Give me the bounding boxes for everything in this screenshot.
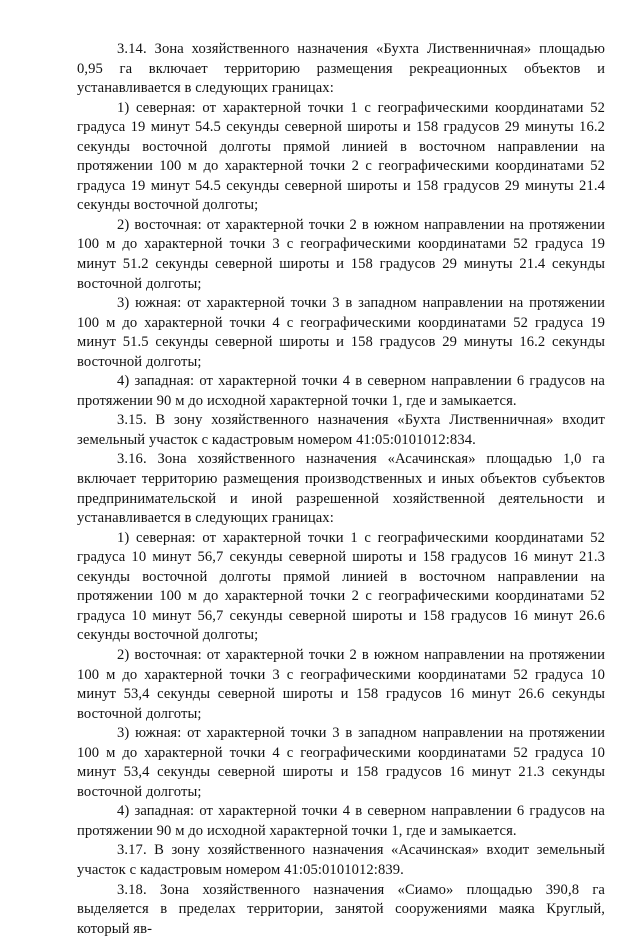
paragraph-3-14-north-boundary: 1) северная: от характерной точки 1 с географическими координатами 52 градуса 19 минут 54.5 секунды северной широты и 158 градусов 29 минуты 16.2 секунды восточной долготы прямой линией в восточном направлении на протяжении 100 м до характерной точки 2 с географическими координатами 52 градуса 19 минут 54.5 секунды северной широты и 158 градусов 29 минуты 21.4 секунды восточной долготы; (77, 99, 605, 214)
paragraph-3-16-south-boundary: 3) южная: от характерной точки 3 в западном направлении на протяжении 100 м до характерной точки 4 с географическими координатами 52 градуса 10 минут 53,4 секунды северной широты и 158 градусов 16 минут 21.3 секунды восточной долготы; (77, 725, 605, 800)
paragraph-3-14-west-boundary: 4) западная: от характерной точки 4 в северном направлении 6 градусов на протяжении 90 м до исходной характерной точки 1, где и замыкается. (77, 373, 605, 409)
paragraph-3-17: 3.17. В зону хозяйственного назначения «Асачинская» входит земельный участок с кадастровым номером 41:05:0101012:839. (77, 842, 605, 878)
paragraph-3-16-west-boundary: 4) западная: от характерной точки 4 в северном направлении 6 градусов на протяжении 90 м до исходной характерной точки 1, где и замыкается. (77, 803, 605, 839)
paragraph-3-14: 3.14. Зона хозяйственного назначения «Бухта Лиственничная» площадью 0,95 га включает территорию размещения рекреационных объектов и устанавливается в следующих границах: (77, 41, 605, 97)
document-body (77, 40, 605, 939)
paragraph-3-15: 3.15. В зону хозяйственного назначения «Бухта Лиственничная» входит земельный участок с кадастровым номером 41:05:0101012:834. (77, 412, 605, 448)
paragraph-3-16-north-boundary: 1) северная: от характерной точки 1 с географическими координатами 52 градуса 10 минут 56,7 секунды северной широты и 158 градусов 16 минут 21.3 секунды восточной долготы прямой линией в восточном направлении на протяжении 100 м до характерной точки 2 с географическими координатами 52 градуса 10 минут 56,7 секунды северной широты и 158 градусов 16 минут 26.6 секунды восточной долготы; (77, 529, 605, 644)
paragraph-3-14-east-boundary: 2) восточная: от характерной точки 2 в южном направлении на протяжении 100 м до характерной точки 3 с географическими координатами 52 градуса 19 минут 51.2 секунды северной широты и 158 градусов 29 минуты 21.4 секунды восточной долготы; (77, 216, 605, 292)
paragraph-3-14-south-boundary: 3) южная: от характерной точки 3 в западном направлении на протяжении 100 м до характерной точки 4 с географическими координатами 52 градуса 19 минут 51.5 секунды северной широты и 158 градусов 29 минуты 16.2 секунды восточной долготы; (77, 295, 605, 370)
paragraph-3-16: 3.16. Зона хозяйственного назначения «Асачинская» площадью 1,0 га включает территорию размещения производственных и иных объектов субъектов предпринимательской и иной разрешенной хозяйственной деятельности и устанавливается в следующих границах: (77, 451, 605, 527)
paragraph-3-16-east-boundary: 2) восточная: от характерной точки 2 в южном направлении на протяжении 100 м до характерной точки 3 с географическими координатами 52 градуса 10 минут 53,4 секунды северной широты и 158 градусов 16 минут 26.6 секунды восточной долготы; (77, 646, 605, 722)
paragraph-3-18: 3.18. Зона хозяйственного назначения «Сиамо» площадью 390,8 га выделяется в пределах территории, занятой сооружениями маяка Круглый, который яв- (77, 881, 605, 937)
